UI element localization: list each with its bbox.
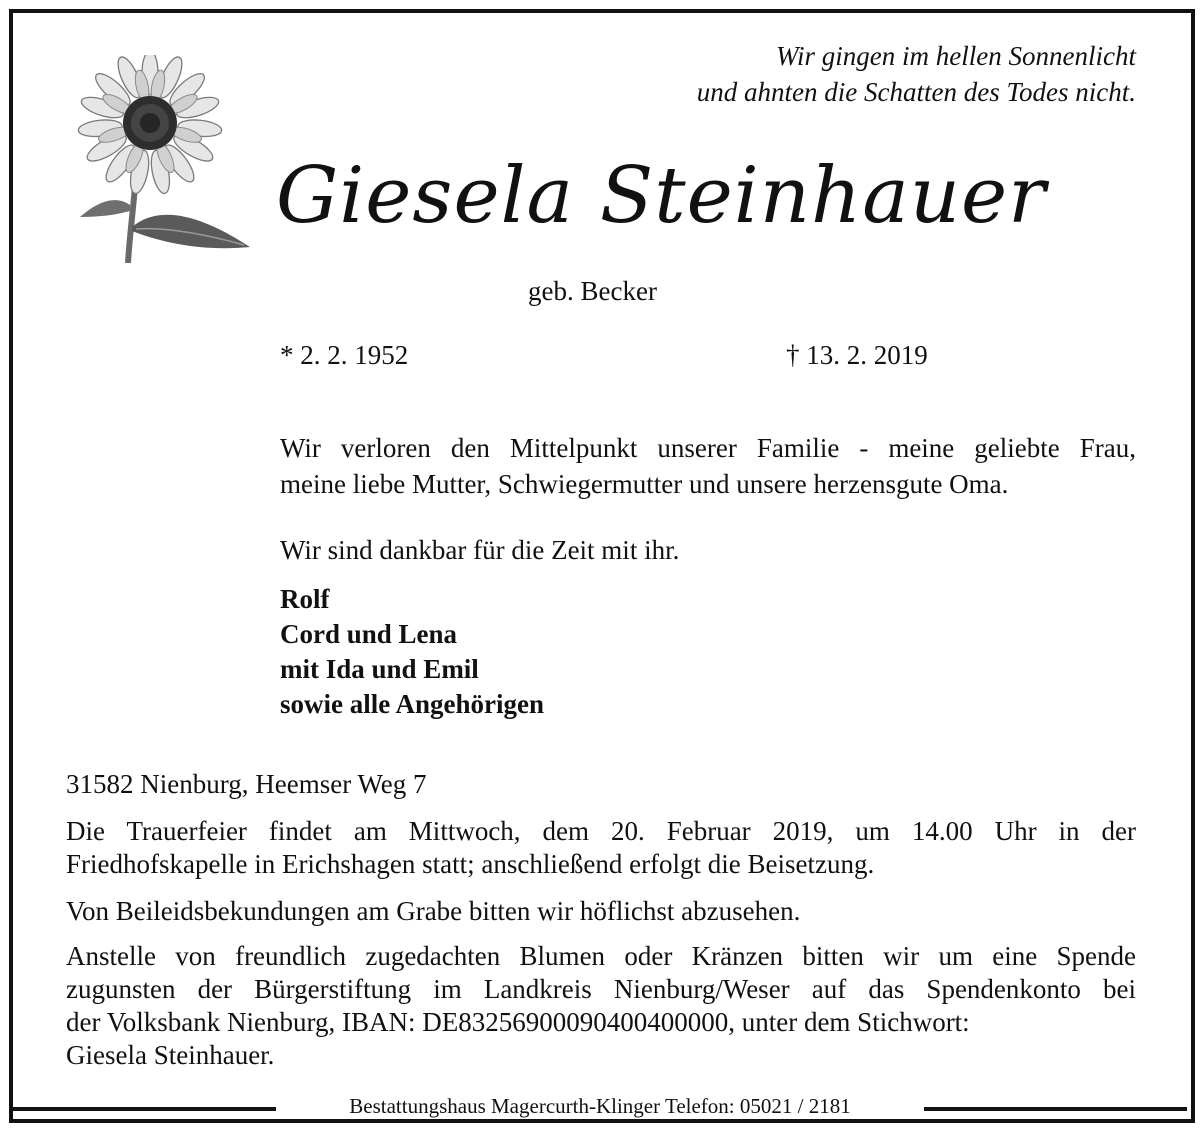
funeral-home-footer: Bestattungshaus Magercurth-Klinger Telefon: 05021 / 2181 bbox=[349, 1094, 851, 1118]
signature-name: Cord und Lena bbox=[280, 619, 458, 649]
death-date: † 13. 2. 2019 bbox=[786, 340, 928, 370]
family-message bbox=[280, 430, 1136, 502]
signatures bbox=[280, 582, 544, 722]
family-address: 31582 Nienburg, Heemser Weg 7 bbox=[66, 769, 427, 799]
footer-rule-right bbox=[924, 1107, 1187, 1111]
donation-line-3: der Volksbank Nienburg, IBAN: DE83256900090400400000, unter dem Stichwort: bbox=[66, 1007, 970, 1037]
donation-line-4: Giesela Steinhauer. bbox=[66, 1040, 275, 1070]
service-line-1: Die Trauerfeier findet am Mittwoch, dem 20. Februar 2019, um 14.00 Uhr in der bbox=[66, 816, 1136, 846]
maiden-name: geb. Becker bbox=[528, 276, 657, 306]
motto-line-1: Wir gingen im hellen Sonnenlicht bbox=[776, 41, 1136, 71]
birth-date: * 2. 2. 1952 bbox=[280, 340, 409, 370]
donation-line-1: Anstelle von freundlich zugedachten Blumen oder Kränzen bitten wir um eine Spende bbox=[66, 941, 1136, 971]
donation-line-2: zugunsten der Bürgerstiftung im Landkreis Nienburg/Weser auf das Spendenkonto bei bbox=[66, 974, 1136, 1004]
service-line-2: Friedhofskapelle in Erichshagen statt; anschließend erfolgt die Beisetzung. bbox=[66, 849, 875, 879]
motto-verse bbox=[656, 38, 1136, 110]
service-info bbox=[66, 815, 1136, 881]
footer-rule-left bbox=[13, 1107, 276, 1111]
signature-name: Rolf bbox=[280, 584, 330, 614]
deceased-name: Giesela Steinhauer bbox=[276, 151, 1047, 241]
condolence-note bbox=[66, 895, 1136, 928]
motto-line-2: und ahnten die Schatten des Todes nicht. bbox=[696, 77, 1136, 107]
message-line-2: meine liebe Mutter, Schwiegermutter und unsere herzensgute Oma. bbox=[280, 469, 1009, 499]
signature-name: sowie alle Angehörigen bbox=[280, 689, 544, 719]
signature-name: mit Ida und Emil bbox=[280, 654, 479, 684]
sunflower-icon bbox=[58, 55, 253, 265]
thanks-line: Wir sind dankbar für die Zeit mit ihr. bbox=[280, 535, 680, 565]
donation-info bbox=[66, 940, 1136, 1072]
message-line-1: Wir verloren den Mittelpunkt unserer Familie - meine geliebte Frau, bbox=[280, 433, 1136, 463]
condolence-line: Von Beileidsbekundungen am Grabe bitten wir höflichst abzusehen. bbox=[66, 896, 801, 926]
